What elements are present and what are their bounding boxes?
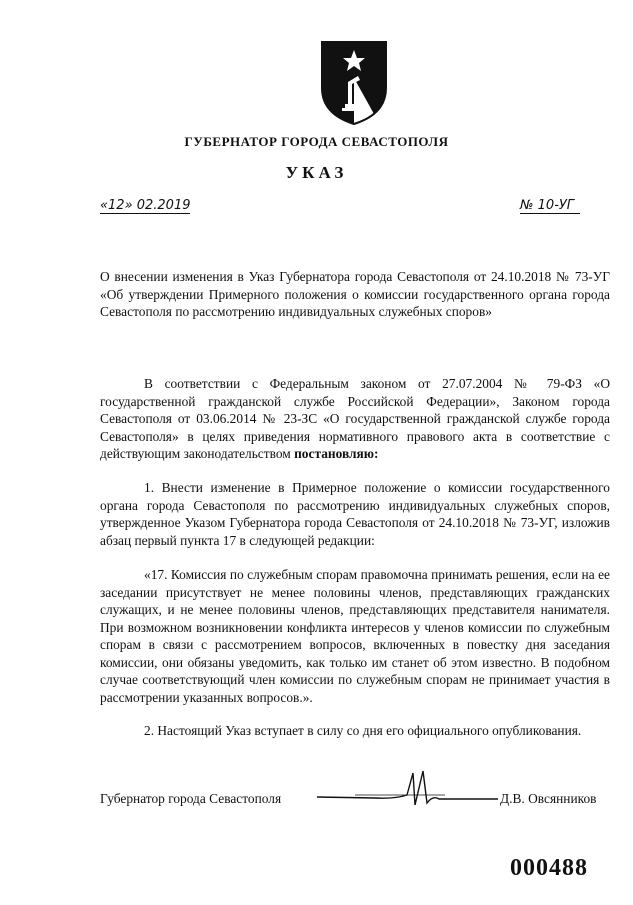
preamble: [100, 375, 610, 463]
preamble-resolution: постановляю:: [294, 446, 379, 461]
handwritten-signature: [315, 765, 500, 820]
item-1: 1. Внести изменение в Примерное положение о комиссии государственного органа города Севастополя по рассмотрению индивидуальных служебных споров, утвержденное Указом Губернатора города Севастополя от 24.10.2018 № 73-УГ, изложив абзац первый пункта 17 в следующей редакции:: [100, 480, 610, 548]
signatory-name: Д.В. Овсянников: [500, 791, 597, 806]
item-2: 2. Настоящий Указ вступает в силу со дня его официального опубликования.: [144, 723, 582, 738]
coat-of-arms-emblem: [318, 38, 390, 126]
preamble-text: В соответствии с Федеральным законом от 27.07.2004 № 79-ФЗ «О государственной гражданской службе Российской Федерации», Законом города Севастополя от 03.06.2014 № 23-ЗС «О государственной гражданской службе города Севастополя» в целях приведения нормативного правового акта в соответствие с действующим законодательством: [100, 376, 610, 461]
item-17-quote: «17. Комиссия по служебным спорам правомочна принимать решения, если на ее заседании присутствует не менее половины членов, представляющих гражданских служащих, и не менее половины членов, представляющих представителя нанимателя. При возможном возникновении конфликта интересов у членов комиссии по служебным спорам в связи с рассмотрением вопросов, включенных в повестку дня заседания комиссии, они обязаны уведомить, как только им станет об этом известно. В подобном случае соответствующий член комиссии по служебным спорам не принимает участия в рассмотрении указанных вопросов.».: [100, 567, 610, 705]
registration-number: 000488: [510, 855, 588, 881]
decree-date: [100, 197, 190, 214]
decree-date-value: «12» 02.2019: [100, 198, 191, 213]
document-type: УКАЗ: [285, 163, 348, 182]
authority-heading: ГУБЕРНАТОР ГОРОДА СЕВАСТОПОЛЯ: [184, 134, 449, 149]
decree-number: [520, 197, 580, 214]
decree-number-value: № 10-УГ: [520, 198, 580, 214]
decree-title: О внесении изменения в Указ Губернатора города Севастополя от 24.10.2018 № 73-УГ «Об утверждении Примерного положения о комиссии государственного органа города Севастополя по рассмотрению индивидуальных служебных споров»: [100, 269, 610, 319]
signatory-position: Губернатор города Севастополя: [100, 791, 282, 806]
